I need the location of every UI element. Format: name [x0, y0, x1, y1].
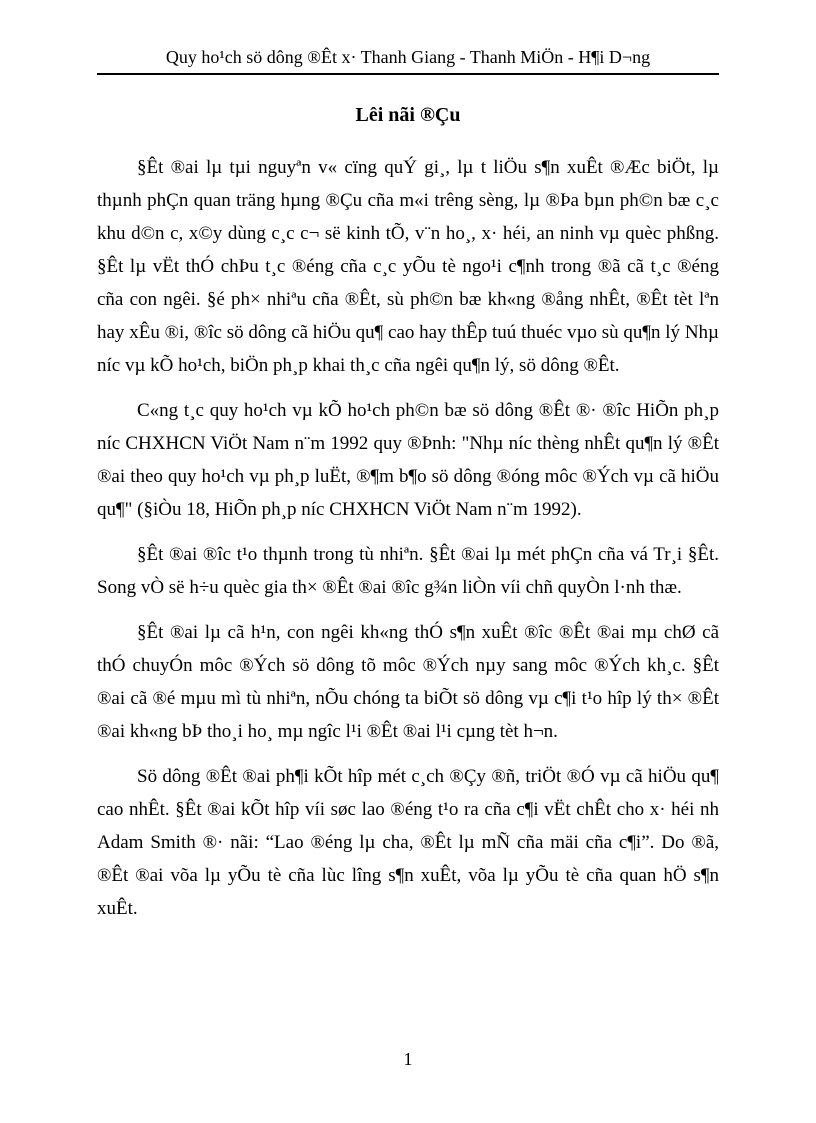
page-footer — [0, 1048, 816, 1070]
page-header — [97, 46, 719, 75]
body-paragraph: §Êt ®ai lµ tµi nguyªn v« cïng quÝ gi¸, lµ t liÖu s¶n xuÊt ®Æc biÖt, lµ thµnh phÇn quan träng hµng ®Çu cña m«i trêng sèng, lµ ®Þa bµn ph©n bæ c¸c khu d©n c, x©y dùng c¸c c¬ së kinh tÕ, v¨n ho¸, x· héi, an ninh vµ quèc phßng. §Êt lµ vËt thÓ chÞu t¸c ®éng cña c¸c yÕu tè ngo¹i c¶nh trong ®ã cã t¸c ®éng cña con ngêi. §é ph× nhiªu cña ®Êt, sù ph©n bæ kh«ng ®ång nhÊt, ®Êt tèt lªn hay xÊu ®i, ®îc sö dông cã hiÖu qu¶ cao hay thÊp tuú thuéc vµo sù qu¶n lý Nhµ níc vµ kÕ ho¹ch, biÖn ph¸p khai th¸c cña ngêi qu¶n lý, sö dông ®Êt. — [97, 157, 719, 376]
body-paragraph: §Êt ®ai ®îc t¹o thµnh trong tù nhiªn. §Êt ®ai lµ mét phÇn cña vá Tr¸i §Êt. Song vÒ së h÷u quèc gia th× ®Êt ®ai ®îc g¾n liÒn víi chñ quyÒn l·nh thæ. — [97, 544, 719, 598]
page-number: 1 — [403, 1049, 413, 1069]
body-paragraph: C«ng t¸c quy ho¹ch vµ kÕ ho¹ch ph©n bæ sö dông ®Êt ®· ®îc HiÕn ph¸p níc CHXHCN ViÖt Nam n¨m 1992 quy ®Þnh: "Nhµ níc thèng nhÊt qu¶n lý ®Êt ®ai theo quy ho¹ch vµ ph¸p luËt, ®¶m b¶o sö dông ®óng môc ®Ých vµ cã hiÖu qu¶" (§iÒu 18, HiÕn ph¸p níc CHXHCN ViÖt Nam n¨m 1992). — [97, 400, 719, 520]
body-paragraph: §Êt ®ai lµ cã h¹n, con ngêi kh«ng thÓ s¶n xuÊt ®îc ®Êt ®ai mµ chØ cã thÓ chuyÓn môc ®Ých sö dông tõ môc ®Ých nµy sang môc ®Ých kh¸c. §Êt ®ai cã ®é mµu mì tù nhiªn, nÕu chóng ta biÕt sö dông vµ c¶i t¹o hîp lý th× ®Êt ®ai kh«ng bÞ tho¸i ho¸ mµ ngîc l¹i ®Êt ®ai l¹i cµng tèt h¬n. — [97, 622, 719, 742]
header-text: Quy ho¹ch sö dông ®Êt x· Thanh Giang - Thanh MiÖn - H¶i D¬ng — [165, 47, 651, 67]
page-title: Lêi nãi ®Çu — [355, 104, 461, 126]
body-paragraph: Sö dông ®Êt ®ai ph¶i kÕt hîp mét c¸ch ®Çy ®ñ, triÖt ®Ó vµ cã hiÖu qu¶ cao nhÊt. §Êt ®ai kÕt hîp víi søc lao ®éng t¹o ra cña c¶i vËt chÊt cho x· héi nh Adam Smith ®· nãi: “Lao ®éng lµ cha, ®Êt lµ mÑ cña mäi cña c¶i”. Do ®ã, ®Êt ®ai võa lµ yÕu tè cña lùc lîng s¶n xuÊt, võa lµ yÕu tè cña quan hÖ s¶n xuÊt. — [97, 766, 719, 919]
